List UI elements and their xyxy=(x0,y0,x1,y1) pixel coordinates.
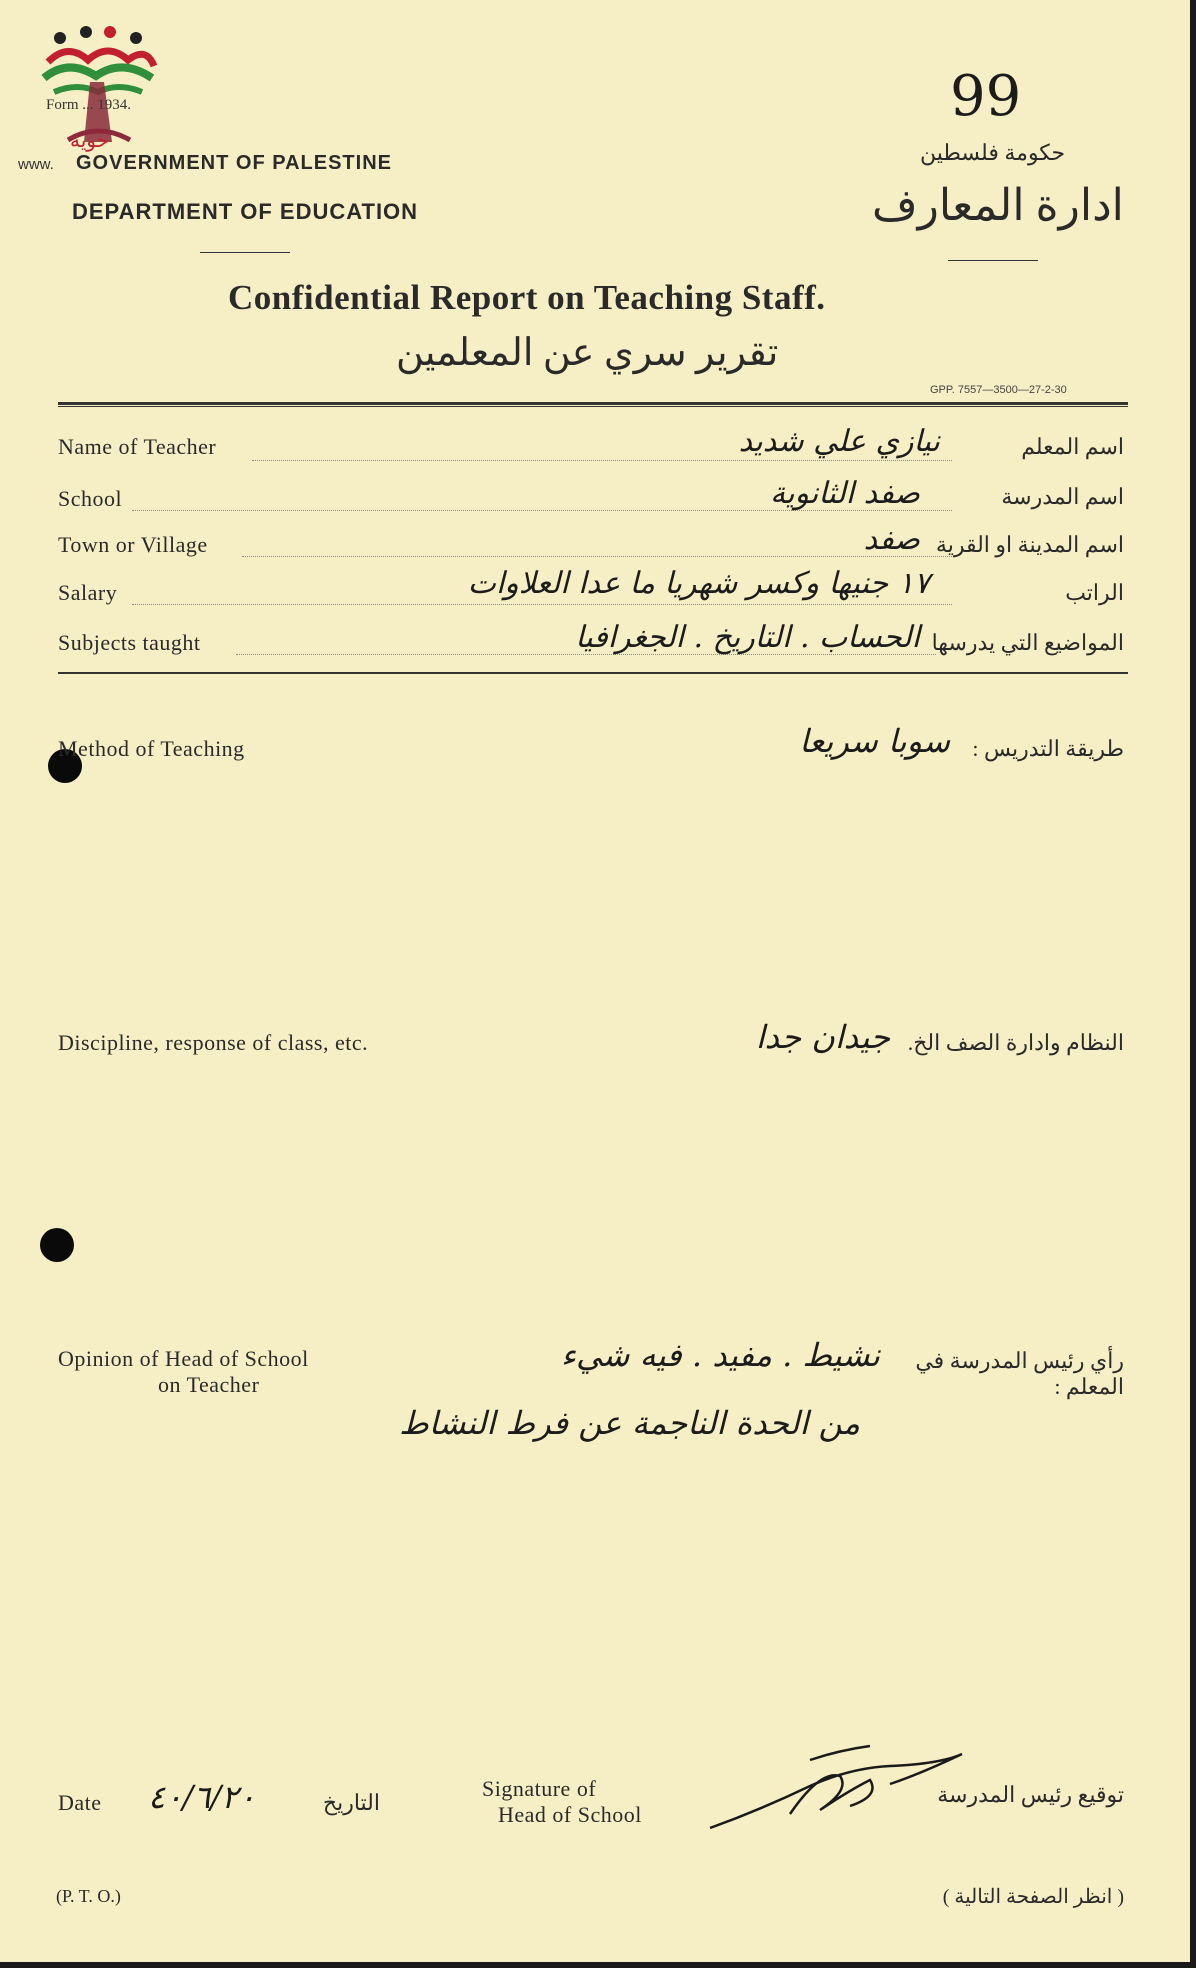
field-label-town: Town or Village xyxy=(58,532,208,557)
method-label: Method of Teaching xyxy=(58,736,245,761)
report-title-en: Confidential Report on Teaching Staff. xyxy=(228,278,826,317)
logo-brand-text: حوية xyxy=(70,128,109,152)
top-table-rule xyxy=(58,402,1128,405)
field-label-school: School xyxy=(58,486,123,511)
header-divider-left xyxy=(200,252,290,253)
date-label-ar: التاريخ xyxy=(322,1790,380,1815)
bottom-table-rule xyxy=(58,672,1128,674)
field-label-salary: Salary xyxy=(58,580,118,605)
logo-watermark-text: www. xyxy=(18,156,54,173)
field-line-name xyxy=(252,460,952,461)
opinion-label-ar: رأي رئيس المدرسة في المعلم : xyxy=(915,1348,1124,1399)
discipline-value: جيدان جدا xyxy=(755,1018,890,1056)
field-line-salary xyxy=(132,604,952,605)
method-value: سوبا سريعا xyxy=(799,722,950,760)
date-value: ٤٠/٦/٢٠ xyxy=(148,1778,256,1816)
opinion-value-line1: نشيط . مفيد . فيه شيء xyxy=(560,1336,880,1374)
field-value-subjects: الحساب . التاريخ . الجغرافيا xyxy=(575,620,920,655)
department-title-en: DEPARTMENT OF EDUCATION xyxy=(72,199,419,224)
date-label: Date xyxy=(58,1790,102,1815)
discipline-label: Discipline, response of class, etc. xyxy=(58,1030,369,1055)
pto-label: (P. T. O.) xyxy=(56,1886,121,1906)
top-table-rule-thin xyxy=(58,406,1128,407)
field-label-subjects: Subjects taught xyxy=(58,630,201,655)
page-number: 99 xyxy=(950,64,1022,129)
print-code: GPP. 7557—3500—27-2-30 xyxy=(930,384,1067,396)
punch-hole-lower xyxy=(40,1228,74,1262)
opinion-label-line2: on Teacher xyxy=(158,1372,260,1397)
discipline-label-ar: النظام وادارة الصف الخ. xyxy=(907,1030,1124,1055)
field-label-school-ar: اسم المدرسة xyxy=(1001,484,1124,509)
signature-label-ar: توقيع رئيس المدرسة xyxy=(937,1782,1124,1807)
signature-label-line1: Signature of xyxy=(482,1776,597,1801)
opinion-value-line2: من الحدة الناجمة عن فرط النشاط xyxy=(399,1404,860,1442)
field-value-name: نيازي علي شديد xyxy=(738,424,940,459)
field-value-salary: ١٧ جنيها وكسر شهريا ما عدا العلاوات xyxy=(467,566,930,601)
method-label-ar: طريقة التدريس : xyxy=(972,736,1124,761)
opinion-label-line1: Opinion of Head of School xyxy=(58,1346,309,1371)
header-divider-right xyxy=(948,260,1038,261)
form-number: Form ... 1934. xyxy=(46,97,132,113)
field-label-name-ar: اسم المعلم xyxy=(1021,434,1124,459)
government-title-ar: حكومة فلسطين xyxy=(920,140,1066,165)
field-label-subjects-ar: المواضيع التي يدرسها xyxy=(931,630,1124,655)
field-value-school: صفد الثانوية xyxy=(770,476,920,511)
field-label-town-ar: اسم المدينة او القرية xyxy=(935,532,1124,557)
department-title-ar: ادارة المعارف xyxy=(872,181,1124,230)
government-title-en: GOVERNMENT OF PALESTINE xyxy=(76,152,392,174)
field-label-salary-ar: الراتب xyxy=(1065,580,1124,605)
field-value-town: صفد xyxy=(863,522,920,557)
signature-label-line2: Head of School xyxy=(498,1802,642,1827)
field-label-name: Name of Teacher xyxy=(58,434,217,459)
report-title-ar: تقرير سري عن المعلمين xyxy=(396,332,779,374)
pto-label-ar: ( انظر الصفحة التالية ) xyxy=(942,1886,1124,1908)
